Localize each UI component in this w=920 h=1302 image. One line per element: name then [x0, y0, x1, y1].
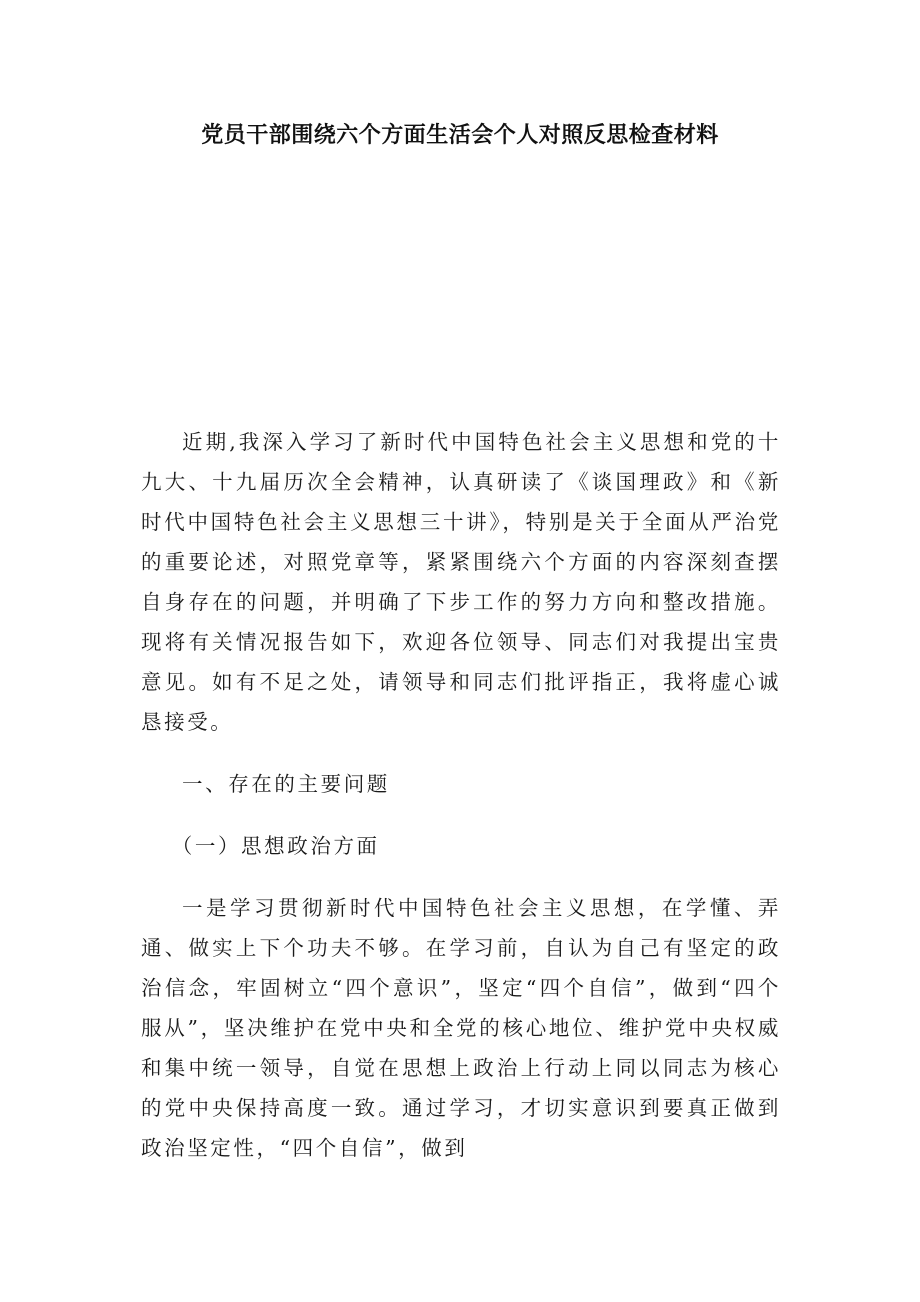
section-heading-main-problems: 一、存在的主要问题 — [182, 772, 390, 796]
document-body — [141, 422, 781, 1168]
intro-paragraph: 近期,我深入学习了新时代中国特色社会主义思想和党的十九大、十九届历次全会精神，认真研读了《谈国理政》和《新时代中国特色社会主义思想三十讲》，特别是关于全面从严治党的重要论述，对照党章等，紧紧围绕六个方面的内容深刻查摆自身存在的问题，并明确了下步工作的努力方向和整改措施。现将有关情况报告如下，欢迎各位领导、同志们对我提出宝贵意见。如有不足之处，请领导和同志们批评指正，我将虚心诚恳接受。 — [141, 430, 781, 734]
subsection-heading-ideology-politics: （一）思想政治方面 — [171, 834, 380, 858]
subsection-paragraph-ideology-politics: 一是学习贯彻新时代中国特色社会主义思想，在学懂、弄通、做实上下个功夫不够。在学习前，自认为自己有坚定的政治信念，牢固树立“四个意识”，坚定“四个自信”，做到“四个服从”，坚决维护在党中央和全党的核心地位、维护党中央权威和集中统一领导，自觉在思想上政治上行动上同以同志为核心的党中央保持高度一致。通过学习，才切实意识到要真正做到政治坚定性，“四个自信”，做到 — [141, 896, 781, 1160]
document-title: 党员干部围绕六个方面生活会个人对照反思检查材料 — [201, 123, 719, 148]
